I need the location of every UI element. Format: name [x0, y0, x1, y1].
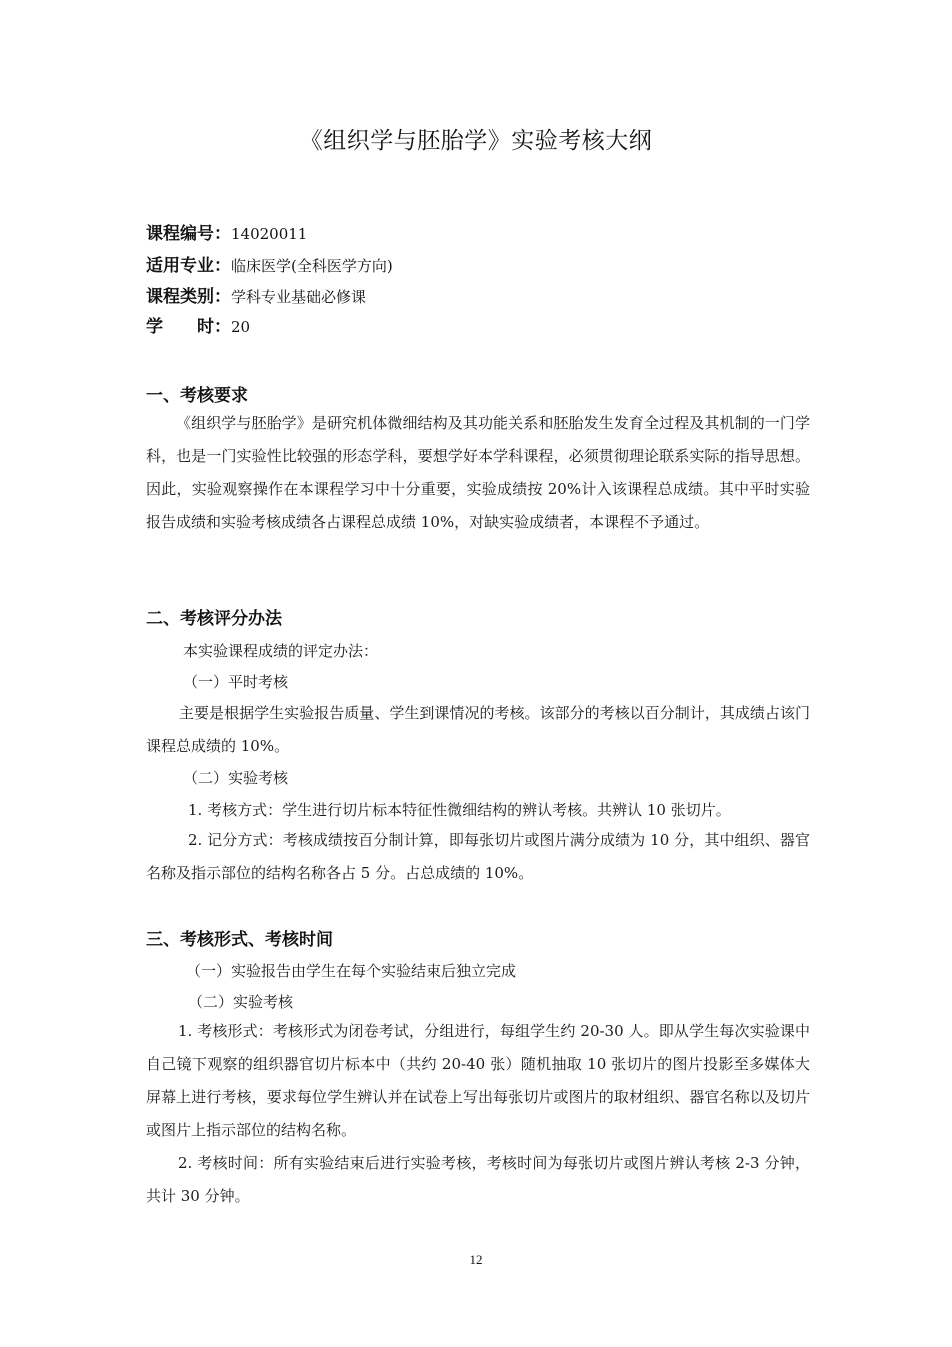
page-number: 12 — [469, 1252, 483, 1267]
section1-paragraph: 《组织学与胚胎学》是研究机体微细结构及其功能关系和胚胎发生发育全过程及其机制的一门学科，也是一门实验性比较强的形态学科，要想学好本学科课程，必须贯彻理论联系实际的指导思想。因此，实验观察操作在本课程学习中十分重要，实验成绩按 20%计入该课程总成绩。其中平时实验报告成绩和实验考核成绩各占课程总成绩 10%，对缺实验成绩者，本课程不予通过。 — [146, 414, 810, 531]
document-title: 《组织学与胚胎学》实验考核大纲 — [299, 128, 653, 154]
meta-key: 学 时 — [146, 317, 214, 337]
meta-course-code — [146, 223, 307, 246]
meta-value: 学科专业基础必修课 — [231, 288, 367, 306]
meta-sep: ： — [214, 287, 231, 307]
section3-sub1: （一）实验报告由学生在每个实验结束后独立完成 — [186, 962, 517, 980]
meta-key: 课程类别 — [146, 287, 214, 307]
section3-sub2: （二）实验考核 — [188, 993, 294, 1011]
section2-heading: 二、考核评分办法 — [146, 609, 282, 629]
meta-category — [146, 286, 366, 309]
meta-value: 临床医学(全科医学方向) — [231, 257, 393, 275]
section2-sub1-text: 主要是根据学生实验报告质量、学生到课情况的考核。该部分的考核以百分制计，其成绩占该门课程总成绩的 10%。 — [146, 704, 810, 755]
section2-intro: 本实验课程成绩的评定办法： — [183, 642, 379, 660]
section3-item2: 2. 考核时间：所有实验结束后进行实验考核，考核时间为每张切片或图片辨认考核 2-3 分钟，共计 30 分钟。 — [146, 1154, 810, 1205]
meta-major — [146, 255, 393, 278]
meta-hours — [146, 316, 250, 339]
meta-key: 课程编号 — [146, 224, 214, 244]
section1-heading: 一、考核要求 — [146, 386, 248, 406]
meta-sep: ： — [214, 317, 231, 337]
meta-sep: ： — [214, 224, 231, 244]
section2-sub1-title: （一）平时考核 — [183, 673, 289, 691]
section3-item1: 1. 考核形式：考核形式为闭卷考试，分组进行，每组学生约 20-30 人。即从学生每次实验课中自己镜下观察的组织器官切片标本中（共约 20-40 张）随机抽取 10 张切片的图片投影至多媒体大屏幕上进行考核，要求每位学生辨认并在试卷上写出每张切片或图片的取材组织、器官名称以及切片或图片上指示部位的结构名称。 — [146, 1022, 810, 1139]
section2-sub2-title: （二）实验考核 — [183, 769, 289, 787]
meta-sep: ： — [214, 256, 231, 276]
meta-value: 20 — [231, 318, 251, 336]
section3-heading: 三、考核形式、考核时间 — [146, 930, 333, 950]
meta-key: 适用专业 — [146, 256, 214, 276]
section2-item1: 1. 考核方式：学生进行切片标本特征性微细结构的辨认考核。共辨认 10 张切片。 — [188, 801, 731, 819]
meta-value: 14020011 — [231, 225, 308, 243]
section2-item2: 2. 记分方式：考核成绩按百分制计算，即每张切片或图片满分成绩为 10 分，其中组织、器官名称及指示部位的结构名称各占 5 分。占总成绩的 10%。 — [146, 831, 810, 882]
